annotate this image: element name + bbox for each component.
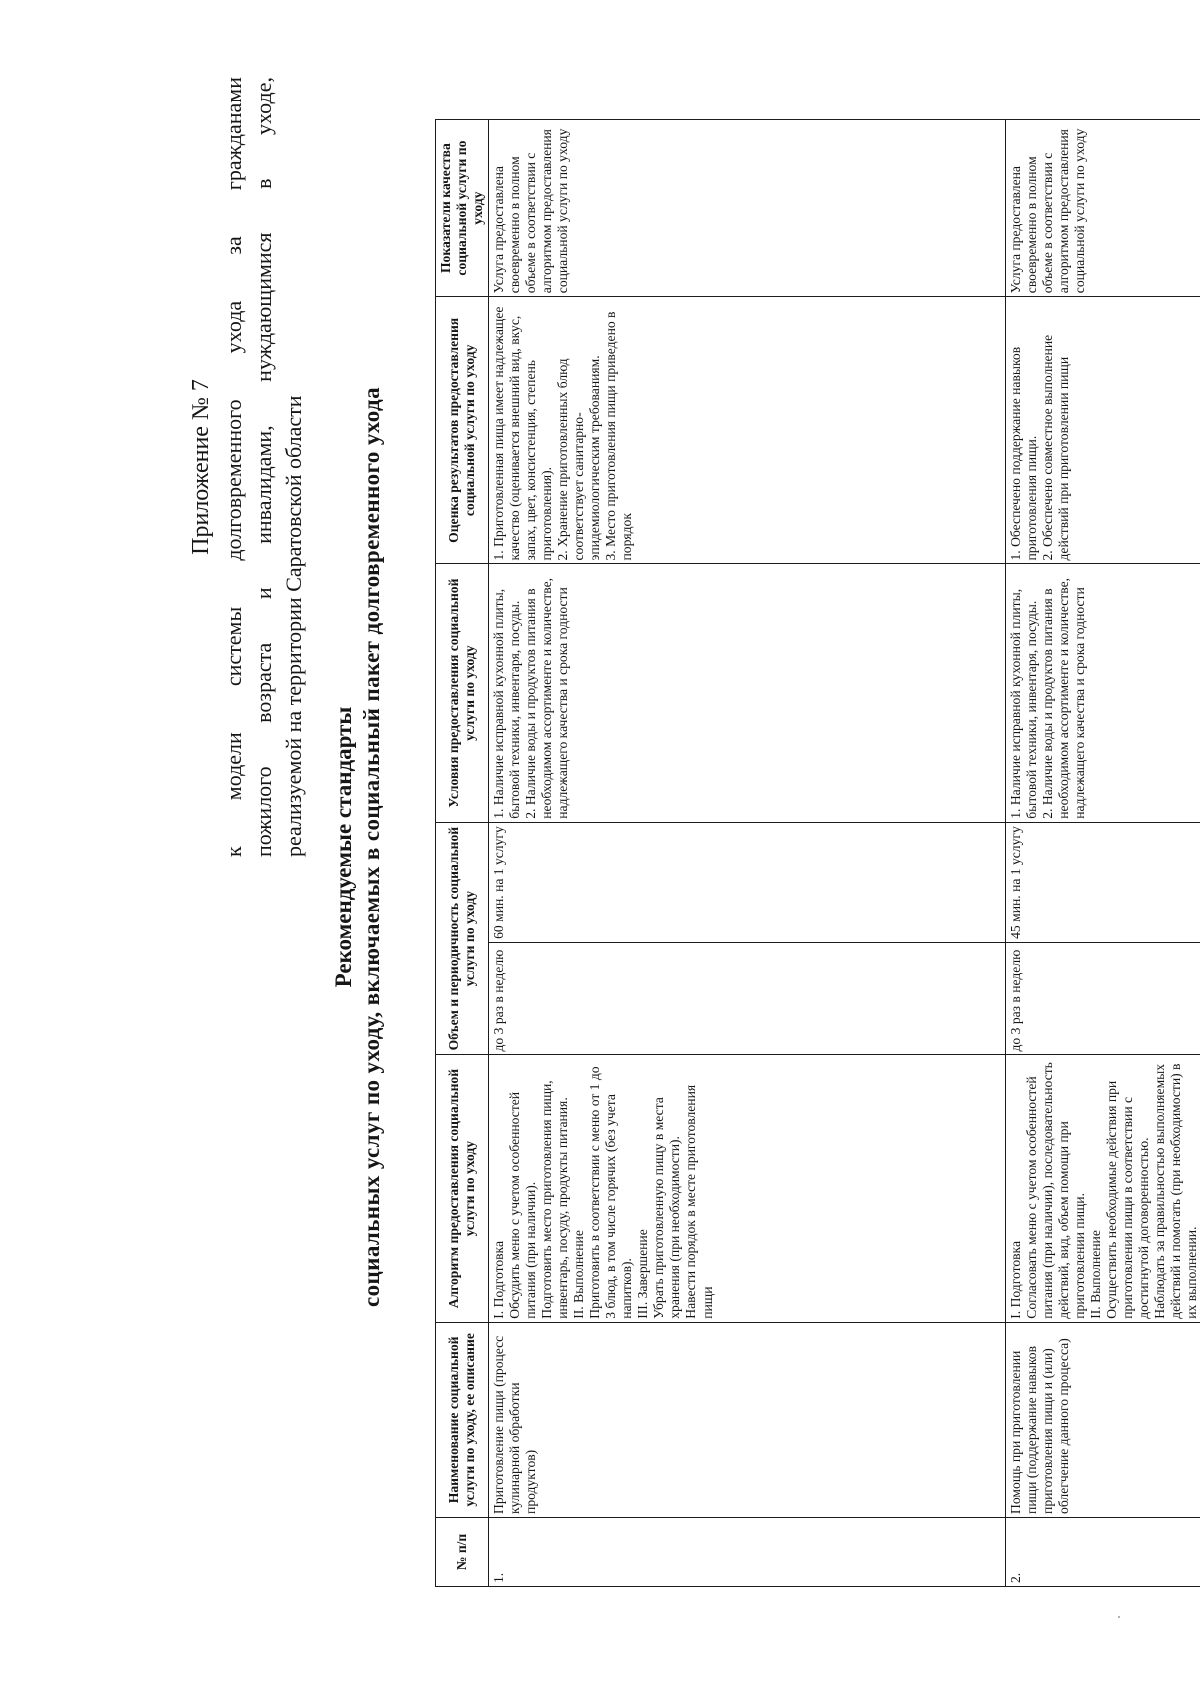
condition-item: 1. Наличие исправной кухонной плиты, бытовой техники, инвентаря, посуды. xyxy=(491,588,523,819)
algorithm-step: Наблюдать за правильностью выполняемых действий и помогать (при необходимости) в их выполнении. xyxy=(1152,1063,1200,1319)
header-algorithm: Алгоритм предоставления социальной услуги по уходу xyxy=(436,1055,489,1322)
algorithm-step: Подготовить место приготовления пищи, инвентарь, посуду, продукты питания. xyxy=(539,1080,571,1319)
header-quality: Показатели качества социальной услуги по уходу xyxy=(436,120,489,297)
evaluation-item: 1. Приготовленная пища имеет надлежащее качество (оценивается внешний вид, вкус, запах, цвет, консистенция, степень приготовления). xyxy=(491,306,555,561)
algorithm-step: Согласовать меню с учетом особенностей питания (при наличии), последовательность действий, вид, объем помощи при приготовлении пищи. xyxy=(1024,1062,1088,1319)
header-name: Наименование социальной услуги по уходу, ее описание xyxy=(436,1322,489,1517)
algorithm-step: III. Завершение xyxy=(635,1229,651,1319)
row-evaluation xyxy=(489,297,1006,564)
header-volume: Объем и периодичность социальной услуги по уходу xyxy=(436,822,489,1055)
title-subtitle: социальных услуг по уходу, включаемых в социальный пакет долговременного ухода xyxy=(358,387,384,1307)
algorithm-step: II. Выполнение xyxy=(571,1230,587,1319)
evaluation-item: 2. Обеспечено совместное выполнение действий при приготовлении пищи xyxy=(1040,334,1072,561)
row-service-name: Помощь при приготовлении пищи (поддержание навыков приготовления пищи и (или) облегчение данного процесса) xyxy=(1006,1322,1200,1517)
algorithm-step: Осуществить необходимые действия при приготовлении пищи в соответствии с достигнутой договоренностью. xyxy=(1104,1080,1152,1319)
table-row xyxy=(489,120,1006,1587)
annex-number: Приложение № 7 xyxy=(188,379,214,555)
header-conditions: Условия предоставления социальной услуги по уходу xyxy=(436,564,489,822)
annex-header xyxy=(185,77,308,857)
table-row xyxy=(1006,120,1200,1587)
evaluation-item: 1. Обеспечено поддержание навыков приготовления пищи. xyxy=(1008,346,1040,561)
row-conditions xyxy=(1006,564,1200,822)
row-quality: Услуга предоставлена своевременно в полном объеме в соответствии с алгоритмом предоставления социальной услуги по уходу xyxy=(1006,120,1200,297)
row-frequency: до 3 раз в неделю xyxy=(489,942,1006,1055)
algorithm-step: II. Выполнение xyxy=(1088,1230,1104,1319)
scan-speck xyxy=(1118,1616,1120,1618)
annex-line-2: пожилого возраста и инвалидами, нуждающимися в уходе, xyxy=(251,77,277,857)
row-conditions xyxy=(489,564,1006,822)
title-main: Рекомендуемые стандарты xyxy=(331,706,356,988)
condition-item: 2. Наличие воды и продуктов питания в необходимом ассортименте и количестве, надлежащего качества и срока годности xyxy=(523,577,571,819)
condition-item: 1. Наличие исправной кухонной плиты, бытовой техники, инвентаря, посуды. xyxy=(1008,588,1040,819)
row-duration: 60 мин. на 1 услугу xyxy=(489,822,1006,942)
algorithm-step: Обсудить меню с учетом особенностей питания (при наличии). xyxy=(507,1091,539,1319)
row-frequency: до 3 раз в неделю xyxy=(1006,942,1200,1055)
table-header-row xyxy=(436,120,489,1587)
condition-item: 2. Наличие воды и продуктов питания в необходимом ассортименте и количестве, надлежащего качества и срока годности xyxy=(1040,577,1088,819)
evaluation-item: 3. Место приготовления пищи приведено в порядок xyxy=(603,311,635,561)
algorithm-step: Навести порядок в месте приготовления пищи xyxy=(683,1084,715,1319)
row-algorithm xyxy=(489,1055,1006,1322)
algorithm-step: I. Подготовка xyxy=(1008,1241,1024,1319)
row-service-name: Приготовление пищи (процесс кулинарной обработки продуктов) xyxy=(489,1322,1006,1517)
algorithm-step: Убрать приготовленную пищу в места хранения (при необходимости). xyxy=(651,1097,683,1319)
header-evaluation: Оценка результатов предоставления социальной услуги по уходу xyxy=(436,297,489,564)
annex-line-1: к модели системы долговременного ухода за гражданами xyxy=(221,77,247,857)
row-evaluation xyxy=(1006,297,1200,564)
header-num: № п/п xyxy=(436,1517,489,1586)
row-algorithm xyxy=(1006,1055,1200,1322)
row-quality: Услуга предоставлена своевременно в полном объеме в соответствии с алгоритмом предоставления социальной услуги по уходу xyxy=(489,120,1006,297)
row-num: 2. xyxy=(1006,1517,1200,1586)
annex-line-3: реализуемой на территории Саратовской области xyxy=(280,395,306,857)
standards-table xyxy=(435,119,1200,1587)
evaluation-item: 2. Хранение приготовленных блюд соответствует санитарно-эпидемиологическим требованиям. xyxy=(555,355,603,561)
row-duration: 45 мин. на 1 услугу xyxy=(1006,822,1200,942)
algorithm-step: Приготовить в соответствии с меню от 1 до 3 блюд, в том числе горячих (без учета напитков). xyxy=(587,1066,635,1319)
algorithm-step: I. Подготовка xyxy=(491,1241,507,1319)
document-title xyxy=(330,87,385,1607)
row-num: 1. xyxy=(489,1517,1006,1586)
